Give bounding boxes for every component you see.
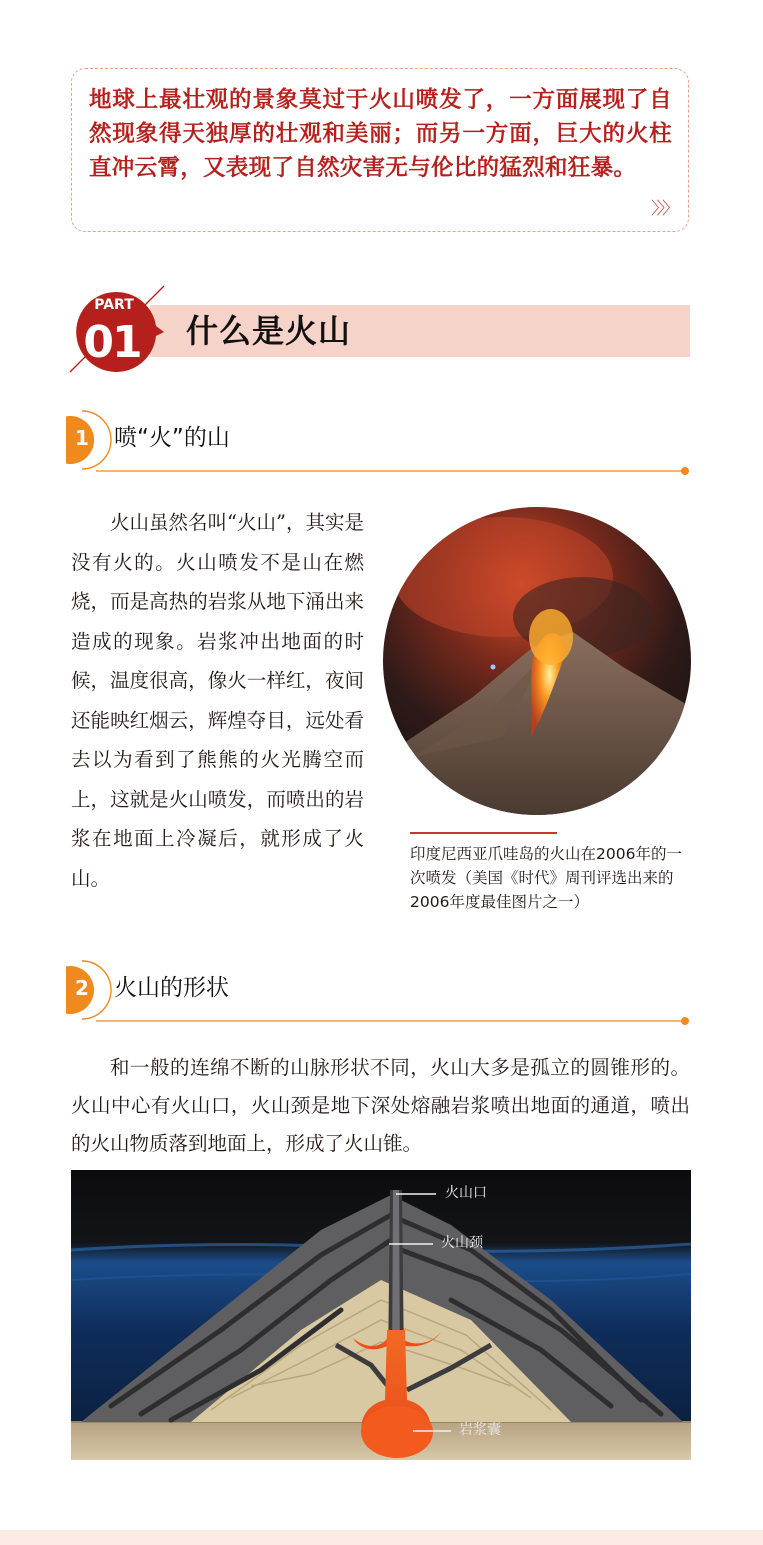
volcano-cross-section-diagram [71,1170,691,1460]
section1-number: 1 [75,426,89,450]
part-label: PART [94,297,134,313]
label-neck: 火山颈 [441,1235,483,1251]
section1-title: 喷“火”的山 [114,425,230,451]
part-badge [68,280,168,380]
section1-heading [66,408,696,478]
section2-number: 2 [75,976,89,1000]
part-title: 什么是火山 [186,312,352,350]
label-magma-chamber: 岩浆囊 [459,1422,501,1438]
footer-band [0,1530,763,1545]
caption-divider [410,832,557,834]
volcano-eruption-photo [383,507,691,815]
more-arrows-icon: 〉〉〉 [651,199,676,219]
intro-box [71,68,689,232]
label-crater: 火山口 [445,1185,487,1201]
intro-text: 地球上最壮观的景象莫过于火山喷发了，一方面展现了自然现象得天独厚的壮观和美丽；而另一方面，巨大的火柱直冲云霄，又表现了自然灾害无与伦比的猛烈和狂暴。 [89,87,672,181]
section2-title: 火山的形状 [114,975,229,1001]
section2-body: 和一般的连绵不断的山脉形状不同，火山大多是孤立的圆锥形的。火山中心有火山口，火山颈是地下深处熔融岩浆喷出地面的通道，喷出的火山物质落到地面上，形成了火山锥。 [71,1056,690,1155]
section2-heading [66,958,696,1028]
part-number: 01 [83,317,141,368]
section1-body: 火山虽然名叫“火山”，其实是没有火的。火山喷发不是山在燃烧，而是高热的岩浆从地下涌出来造成的现象。岩浆冲出地面的时候，温度很高，像火一样红，夜间还能映红烟云，辉煌夺目，远处看去以为看到了熊熊的火光腾空而上，这就是火山喷发，而喷出的岩浆在地面上冷凝后，就形成了火山。 [71,511,364,890]
photo-caption: 印度尼西亚爪哇岛的火山在2006年的一次喷发（美国《时代》周刊评选出来的2006年度最佳图片之一） [410,845,682,911]
